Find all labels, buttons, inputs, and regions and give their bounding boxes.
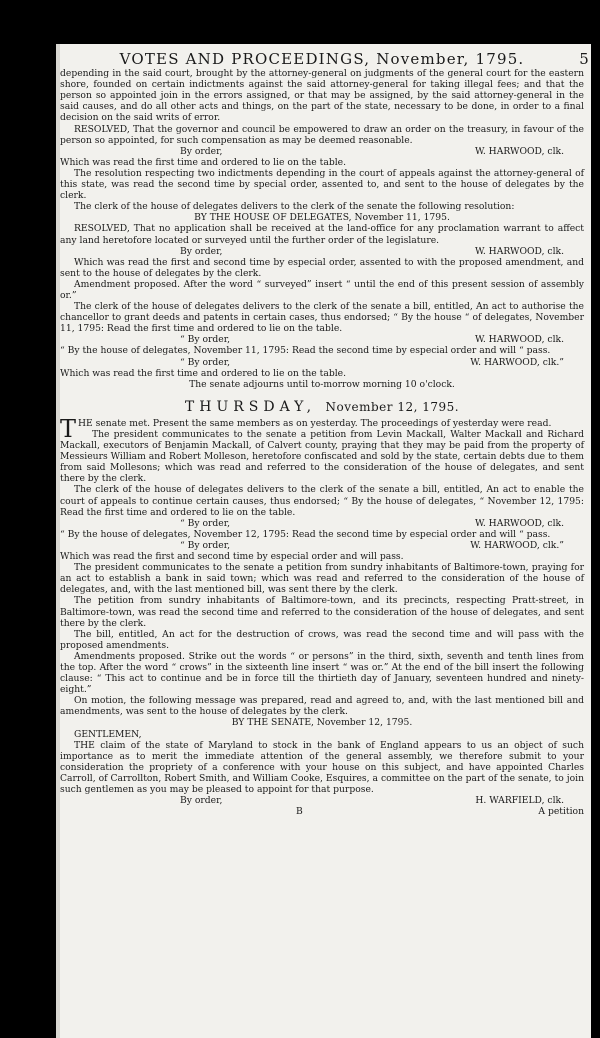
paragraph: On motion, the following message was prepared, read and agreed to, and, with the last mentioned bill and amendments, was sent to the house of delegates by the clerk. — [60, 695, 584, 718]
sig-by-order: “ By order, — [180, 356, 231, 368]
paragraph: The bill, entitled, An act for the destruction of crows, was read the second time and will pass with the proposed amendments. — [60, 628, 584, 651]
paragraph: The president communicates to the senate a petition from sundry inhabitants of Baltimore-town, praying for an act to establish a bank in said town; which was read and referred to the consideration of the house of delegates, and, with the last mentioned bill, was sent there by the clerk. — [60, 562, 584, 596]
paragraph: “ By the house of delegates, November 12, 1795: Read the second time by especial order and will “ pass. — [60, 528, 551, 540]
signature-line — [60, 246, 584, 257]
sig-by-order: By order, — [180, 245, 223, 257]
paragraph: The clerk of the house of delegates delivers to the clerk of the senate a bill, entitled, An act to enable the court of appeals to continue certain causes, thus endorsed; “ By the house of delegates, “ November 12, 1795: Read the first time and ordered to lie on the table. — [60, 484, 584, 518]
sig-clerk: W. HARWOOD, clk.” — [470, 539, 564, 551]
adjourn-line: The senate adjourns until to-morrow morning 10 o'clock. — [189, 378, 455, 390]
sig-by-order: “ By order, — [180, 334, 231, 346]
signature-line — [60, 795, 584, 806]
paragraph: The resolution respecting two indictments depending in the court of appeals against the attorney-general of this state, was read the second time by special order, assented to, and sent to the house of delegates by the clerk. — [60, 167, 584, 202]
paragraph: Which was read the first time and ordered to lie on the table. — [60, 156, 347, 168]
signature-line — [60, 334, 584, 345]
day-date: November 12, 1795. — [325, 399, 460, 414]
house-heading: BY THE HOUSE OF DELEGATES, November 11, 1795. — [194, 212, 450, 224]
senate-met-text: HE senate met. Present the same members as on yesterday. The proceedings of yesterday were read. — [78, 417, 552, 429]
document-page — [56, 44, 591, 1038]
paragraph: The president communicates to the senate a petition from Levin Mackall, Walter Mackall and Richard Mackall, executors of Benjamin Mackall, of Calvert county, praying that they may be paid from the property of Messieurs William and Robert Molleson, heretofore confiscated and sold by the state, certain debts due to them from said Mollesons; which was read and referred to the consideration of the house of delegates, and sent there by the clerk. — [60, 429, 584, 485]
sig-by-order: “ By order, — [180, 517, 231, 529]
paragraph: THE claim of the state of Maryland to stock in the bank of England appears to us an object of such importance as to merit the immediate attention of the general assembly, we therefore submit to your consideration the propriety of a conference with your house on this subject, and have appointed Charles Carroll, of Carrollton, Robert Smith, and William Cooke, Esquires, a committee on the part of the senate, to join such gentlemen as you may be pleased to appoint for that purpose. — [60, 739, 584, 795]
signature-line — [60, 357, 584, 368]
senate-heading: BY THE SENATE, November 12, 1795. — [231, 717, 413, 729]
day-name: THURSDAY, — [184, 398, 317, 415]
salutation: GENTLEMEN, — [74, 728, 142, 740]
paragraph — [60, 414, 584, 443]
paragraph: RESOLVED, That no application shall be received at the land-office for any proclamation warrant to affect any land heretofore located or surveyed until the further order of the legislature. — [60, 223, 584, 246]
signature-line — [60, 540, 584, 551]
paragraph: The clerk of the house of delegates delivers to the clerk of the senate a bill, entitled, An act to authorise the chancellor to grant deeds and patents in certain cases, thus endorsed; “ By the house “ of delegates, November 11, 1795: Read the first time and ordered to lie on the table. — [60, 301, 584, 335]
paragraph: The petition from sundry inhabitants of Baltimore-town, and its precincts, respecting Pratt-street, in Baltimore-town, was read the second time and referred to the consideration of the house of delegates, and sent there by the clerk. — [60, 595, 584, 629]
sig-clerk: W. HARWOOD, clk. — [475, 145, 564, 157]
paragraph: “ By the house of delegates, November 11, 1795: Read the second time by especial order and will “ pass. — [60, 345, 551, 357]
paragraph: Which was read the first and second time by especial order, assented to with the proposed amendment, and sent to the house of delegates by the clerk. — [60, 256, 584, 279]
sig-by-order: By order, — [180, 145, 223, 157]
signature-mark: B — [296, 806, 303, 818]
page-footer — [60, 806, 584, 817]
paragraph: Which was read the first time and ordered to lie on the table. — [60, 367, 347, 379]
sig-by-order: “ By order, — [180, 539, 231, 551]
sig-by-order: By order, — [180, 795, 223, 807]
paragraph: Amendment proposed. After the word “ surveyed” insert “ until the end of this present session of assembly or.” — [60, 278, 584, 301]
paragraph: The clerk of the house of delegates delivers to the clerk of the senate the following resolution: — [74, 201, 515, 213]
page-number: 5 — [579, 50, 590, 68]
sig-clerk: W. HARWOOD, clk. — [475, 245, 564, 257]
running-header — [60, 50, 590, 68]
paragraph: Which was read the first and second time by especial order and will pass. — [60, 551, 404, 563]
text-column — [60, 50, 590, 818]
sig-clerk: W. HARWOOD, clk. — [475, 334, 564, 346]
paragraph: RESOLVED, That the governor and council be empowered to draw an order on the treasury, in favour of the person so appointed, for such compensation as may be deemed reasonable. — [60, 123, 584, 146]
signature-line — [60, 146, 584, 157]
catchword: A petition — [538, 806, 584, 818]
sig-clerk: W. HARWOOD, clk.” — [470, 356, 564, 368]
header-title: VOTES AND PROCEEDINGS, November, 1795. — [119, 50, 525, 68]
signature-line — [60, 518, 584, 529]
sig-clerk: W. HARWOOD, clk. — [475, 517, 564, 529]
paragraph: depending in the said court, brought by the attorney-general on judgments of the general court for the eastern shore, founded on certain indictments against the said attorney-general for taking illegal fees; and that the person so appointed join in the errors assigned, or that may be assigned, by the said attorney-general in the said causes, and do all other acts and things, on the part of the state, necessary to be done, in order to a final decision on the said writs of error. — [60, 68, 584, 124]
day-heading — [60, 398, 584, 415]
paragraph: Amendments proposed. Strike out the words “ or persons” in the third, sixth, seventh and tenth lines from the top. After the word “ crows” in the sixteenth line insert “ was or.” At the end of the bill insert the following clause: “ This act to continue and be in force till the thirtieth day of January, seventeen hundred and ninety-eight.” — [60, 650, 584, 696]
sig-clerk: H. WARFIELD, clk. — [475, 795, 564, 807]
drop-cap: T — [60, 414, 77, 443]
